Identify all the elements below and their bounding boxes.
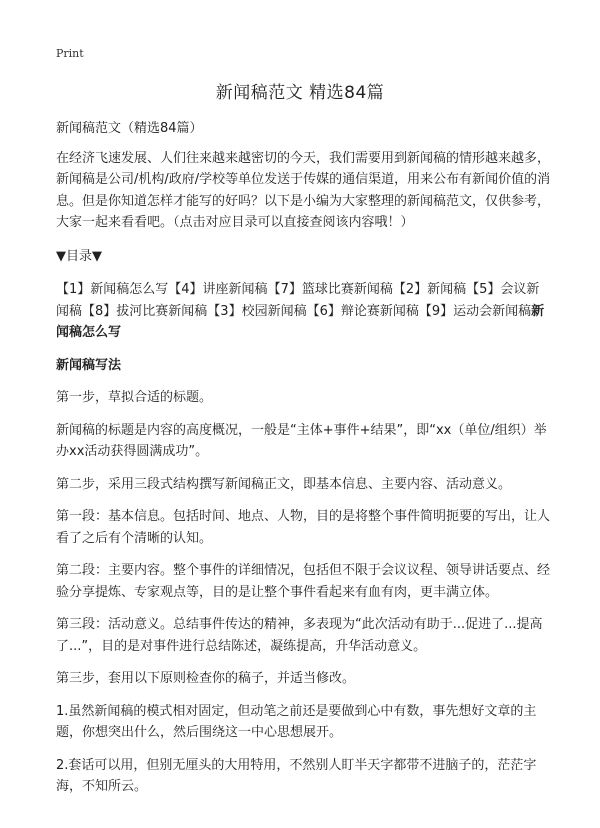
toc-item-9[interactable]: 【9】运动会新闻稿	[418, 303, 532, 319]
section-heading: 新闻稿写法	[56, 357, 122, 373]
paragraph: 第二步，采用三段式结构撰写新闻稿正文，即基本信息、主要内容、活动意义。	[56, 476, 512, 492]
document-subtitle: 新闻稿范文（精选84篇）	[56, 121, 203, 136]
section-anchor-title: 新闻稿怎么写	[56, 303, 545, 340]
paragraph: 第三步，套用以下原则检查你的稿子，并适当修改。	[56, 671, 356, 686]
intro-paragraph: 在经济飞速发展、人们往来越来越密切的今天，我们需要用到新闻稿的情形越来越多，新闻稿是公司/机构/政府/学校等单位发送于传媒的通信渠道，用来公布有新闻价值的消息。但是你知道怎样才能写的好吗？以下是小编为大家整理的新闻稿范文，仅供参考，大家一起来看看吧。（点击对应目录可以直接查阅该内容哦！）	[56, 150, 551, 230]
toc-item-5[interactable]: 【5】会议新闻稿	[56, 282, 540, 319]
paragraph: 第二段：主要内容。整个事件的详细情况，包括但不限于会议议程、领导讲话要点、经验分享提炼、专家观点等，目的是让整个事件看起来有血有肉，更丰满立体。	[56, 563, 551, 600]
paragraph: 新闻稿的标题是内容的高度概况，一般是“主体+事件+结果”，即“xx（单位/组织）举办xx活动获得圆满成功”。	[56, 422, 547, 459]
paragraph: 第一段：基本信息。包括时间、地点、人物，目的是将整个事件简明扼要的写出，让人看了之后有个清晰的认知。	[56, 509, 551, 546]
toc-item-1[interactable]: 【1】新闻稿怎么写	[56, 282, 169, 297]
toc-item-6[interactable]: 【6】辩论赛新闻稿	[306, 303, 419, 319]
print-link[interactable]: Print	[56, 47, 84, 60]
table-of-contents	[56, 279, 552, 344]
paragraph: 第三段：活动意义。总结事件传达的精神，多表现为“此次活动有助于...促进了...提高了...”，目的是对事件进行总结陈述，凝练提高，升华活动意义。	[56, 617, 543, 654]
page-title: 新闻稿范文 精选84篇	[215, 83, 385, 103]
toc-label: ▼目录▼	[56, 248, 102, 264]
toc-item-3[interactable]: 【3】校园新闻稿	[207, 303, 307, 319]
document-body	[56, 118, 552, 809]
toc-item-2[interactable]: 【2】新闻稿	[392, 282, 467, 297]
toc-item-8[interactable]: 【8】拔河比赛新闻稿	[82, 303, 208, 319]
paragraph: 1.虽然新闻稿的模式相对固定，但动笔之前还是要做到心中有数，事先想好文章的主题，你想突出什么，然后围绕这一中心思想展开。	[56, 703, 537, 740]
paragraph: 第一步，草拟合适的标题。	[56, 390, 213, 405]
toc-item-7[interactable]: 【7】篮球比赛新闻稿	[267, 282, 393, 297]
toc-item-4[interactable]: 【4】讲座新闻稿	[168, 282, 268, 297]
paragraph: 2.套话可以用，但别无厘头的大用特用，不然别人盯半天字都带不进脑子的，茫茫字海，不知所云。	[56, 757, 537, 794]
